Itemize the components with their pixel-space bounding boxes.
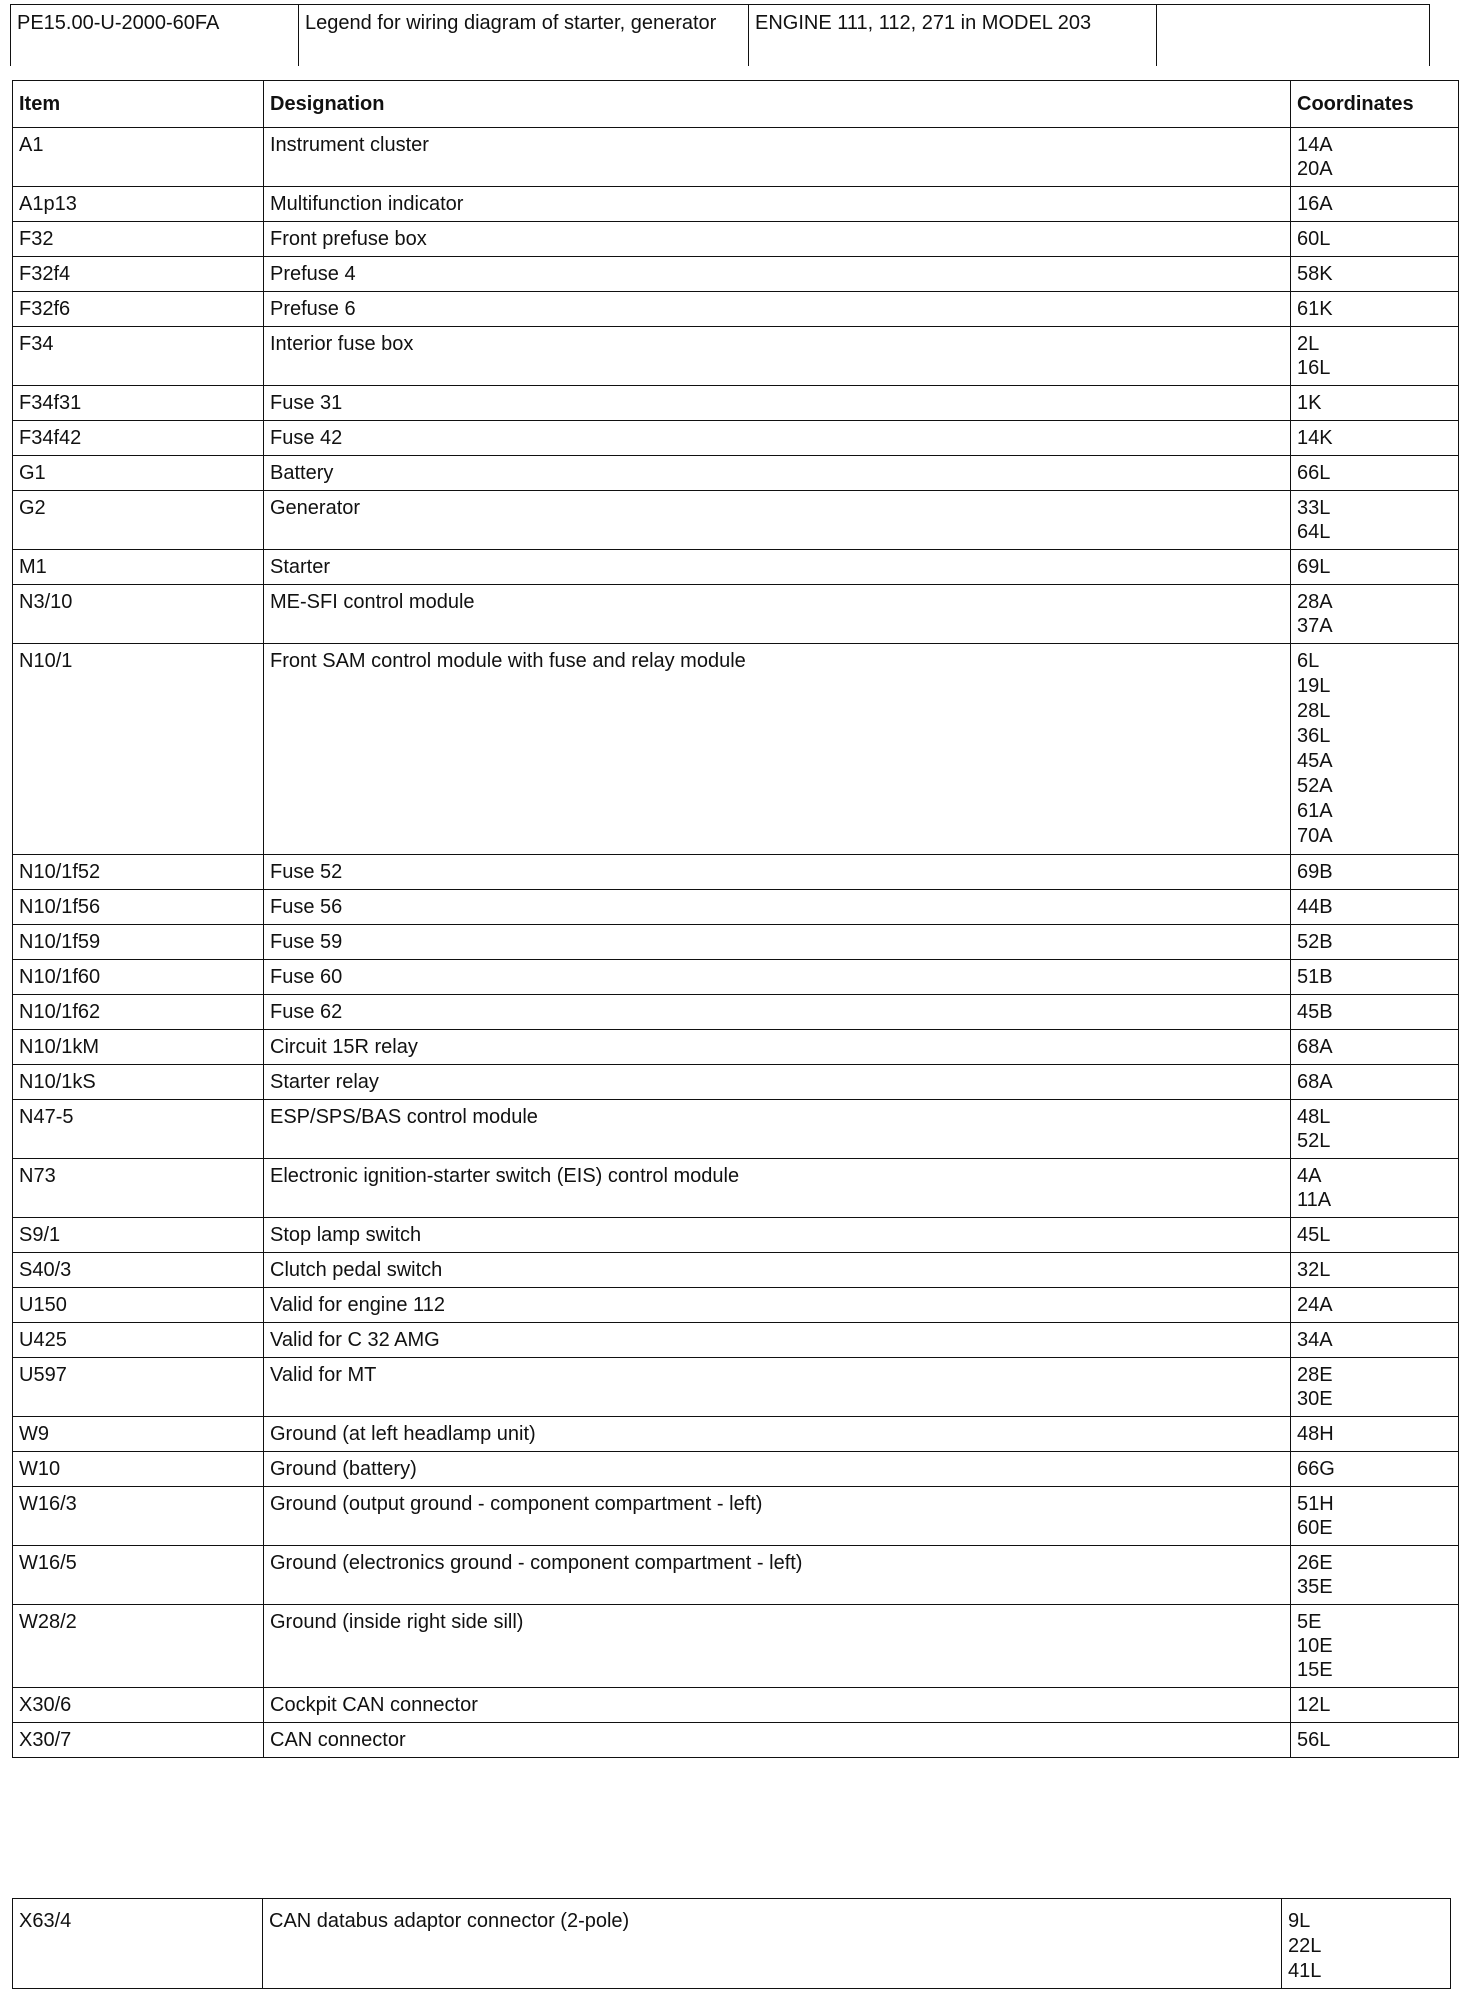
table-row	[13, 1605, 1459, 1688]
coordinate-value: 45A	[1297, 750, 1333, 772]
coordinate-value: 26E	[1297, 1552, 1333, 1574]
item-cell: N73	[13, 1159, 264, 1218]
designation-cell: Cockpit CAN connector	[264, 1688, 1291, 1723]
item-cell: N10/1f56	[13, 890, 264, 925]
coordinate-value: 11A	[1297, 1189, 1332, 1211]
coordinate-value: 41L	[1288, 1960, 1322, 1982]
coordinate-value: 6L	[1297, 650, 1320, 672]
table-row	[13, 491, 1459, 550]
item-cell: X30/6	[13, 1688, 264, 1723]
coordinate-value: 60E	[1297, 1517, 1333, 1539]
coordinate-value: 20A	[1297, 158, 1333, 180]
coordinate-value: 2L	[1297, 333, 1320, 355]
coordinate-value: 61A	[1297, 800, 1333, 822]
table-row	[13, 550, 1459, 585]
designation-cell: CAN databus adaptor connector (2-pole)	[263, 1899, 1282, 1989]
column-header-coordinates: Coordinates	[1291, 81, 1459, 128]
coordinate-value: 35E	[1297, 1576, 1333, 1598]
coordinate-value: 32L	[1297, 1259, 1331, 1281]
designation-cell: Valid for engine 112	[264, 1288, 1291, 1323]
designation-cell: Generator	[264, 491, 1291, 550]
designation-cell: Battery	[264, 456, 1291, 491]
coordinates-cell	[1291, 421, 1459, 456]
designation-cell: Ground (battery)	[264, 1452, 1291, 1487]
table-row	[13, 1487, 1459, 1546]
table-row	[13, 1323, 1459, 1358]
table-row	[13, 1899, 1451, 1989]
designation-cell: Clutch pedal switch	[264, 1253, 1291, 1288]
item-cell: U597	[13, 1358, 264, 1417]
coordinates-cell	[1291, 1605, 1459, 1688]
item-cell: N10/1kM	[13, 1030, 264, 1065]
table-row	[13, 890, 1459, 925]
coordinate-value: 12L	[1297, 1694, 1331, 1716]
item-cell: U150	[13, 1288, 264, 1323]
coordinate-value: 61K	[1297, 298, 1333, 320]
coordinate-value: 51B	[1297, 966, 1333, 988]
table-row	[13, 128, 1459, 187]
coordinate-value: 28E	[1297, 1364, 1333, 1386]
coordinates-cell	[1291, 128, 1459, 187]
coordinates-cell	[1291, 1723, 1459, 1758]
coordinate-value: 28A	[1297, 591, 1333, 613]
table-row	[13, 456, 1459, 491]
document-header	[10, 4, 1430, 66]
coordinates-cell	[1291, 1323, 1459, 1358]
designation-cell: Fuse 60	[264, 960, 1291, 995]
item-cell: W16/5	[13, 1546, 264, 1605]
legend-table	[12, 80, 1459, 1758]
coordinate-value: 5E	[1297, 1611, 1322, 1633]
coordinate-value: 56L	[1297, 1729, 1331, 1751]
coordinate-value: 36L	[1297, 725, 1331, 747]
coordinates-cell	[1291, 1218, 1459, 1253]
coordinates-cell	[1291, 386, 1459, 421]
coordinate-value: 34A	[1297, 1329, 1333, 1351]
designation-cell: Interior fuse box	[264, 327, 1291, 386]
item-cell: G2	[13, 491, 264, 550]
designation-cell: Ground (at left headlamp unit)	[264, 1417, 1291, 1452]
designation-cell: Fuse 59	[264, 925, 1291, 960]
table-row	[13, 585, 1459, 644]
coordinate-value: 69L	[1297, 556, 1331, 578]
item-cell: N10/1f62	[13, 995, 264, 1030]
coordinates-cell	[1291, 644, 1459, 855]
coordinate-value: 30E	[1297, 1388, 1333, 1410]
item-cell: N10/1f60	[13, 960, 264, 995]
column-header-designation: Designation	[264, 81, 1291, 128]
table-row	[13, 1159, 1459, 1218]
coordinate-value: 52A	[1297, 775, 1333, 797]
item-cell: A1p13	[13, 187, 264, 222]
coordinates-cell	[1291, 1288, 1459, 1323]
table-row	[13, 855, 1459, 890]
item-cell: W16/3	[13, 1487, 264, 1546]
legend-table-continued	[12, 1898, 1451, 1989]
designation-cell: Multifunction indicator	[264, 187, 1291, 222]
item-cell: F34	[13, 327, 264, 386]
item-cell: F34f31	[13, 386, 264, 421]
item-cell: A1	[13, 128, 264, 187]
table-row	[13, 925, 1459, 960]
document-id: PE15.00-U-2000-60FA	[10, 4, 298, 66]
coordinate-value: 68A	[1297, 1071, 1333, 1093]
designation-cell: Prefuse 4	[264, 257, 1291, 292]
coordinate-value: 44B	[1297, 896, 1333, 918]
item-cell: X30/7	[13, 1723, 264, 1758]
item-cell: S9/1	[13, 1218, 264, 1253]
table-row	[13, 1065, 1459, 1100]
item-cell: N3/10	[13, 585, 264, 644]
item-cell: N10/1f59	[13, 925, 264, 960]
coordinate-value: 66L	[1297, 462, 1331, 484]
coordinates-cell	[1291, 1065, 1459, 1100]
table-row	[13, 292, 1459, 327]
designation-cell: Electronic ignition-starter switch (EIS) control module	[264, 1159, 1291, 1218]
coordinates-cell	[1291, 456, 1459, 491]
coordinate-value: 48L	[1297, 1106, 1331, 1128]
item-cell: W9	[13, 1417, 264, 1452]
designation-cell: Fuse 52	[264, 855, 1291, 890]
item-cell: U425	[13, 1323, 264, 1358]
coordinates-cell	[1291, 1688, 1459, 1723]
applicability: ENGINE 111, 112, 271 in MODEL 203	[748, 4, 1156, 66]
designation-cell: Fuse 62	[264, 995, 1291, 1030]
coordinate-value: 70A	[1297, 825, 1333, 847]
coordinates-cell	[1291, 1546, 1459, 1605]
header-blank-cell	[1156, 4, 1430, 66]
table-row	[13, 1546, 1459, 1605]
table-row	[13, 960, 1459, 995]
table-row	[13, 1688, 1459, 1723]
coordinate-value: 16A	[1297, 193, 1333, 215]
designation-cell: CAN connector	[264, 1723, 1291, 1758]
table-row	[13, 1288, 1459, 1323]
coordinates-cell	[1291, 257, 1459, 292]
coordinate-value: 33L	[1297, 497, 1331, 519]
item-cell: M1	[13, 550, 264, 585]
coordinates-cell	[1291, 1100, 1459, 1159]
coordinate-value: 15E	[1297, 1659, 1333, 1681]
table-row	[13, 327, 1459, 386]
table-row	[13, 222, 1459, 257]
coordinates-cell	[1291, 1452, 1459, 1487]
item-cell: N10/1kS	[13, 1065, 264, 1100]
coordinate-value: 66G	[1297, 1458, 1335, 1480]
coordinate-value: 16L	[1297, 357, 1331, 379]
designation-cell: Fuse 56	[264, 890, 1291, 925]
item-cell: X63/4	[13, 1899, 263, 1989]
table-row	[13, 1723, 1459, 1758]
coordinate-value: 68A	[1297, 1036, 1333, 1058]
designation-cell: Front SAM control module with fuse and relay module	[264, 644, 1291, 855]
coordinate-value: 14K	[1297, 427, 1333, 449]
coordinates-cell	[1291, 187, 1459, 222]
item-cell: N47-5	[13, 1100, 264, 1159]
item-cell: F32	[13, 222, 264, 257]
coordinate-value: 51H	[1297, 1493, 1334, 1515]
coordinates-cell	[1291, 585, 1459, 644]
designation-cell: ME-SFI control module	[264, 585, 1291, 644]
coordinates-cell	[1282, 1899, 1451, 1989]
coordinate-value: 4A	[1297, 1165, 1322, 1187]
item-cell: F32f6	[13, 292, 264, 327]
table-row	[13, 187, 1459, 222]
item-cell: F34f42	[13, 421, 264, 456]
item-cell: N10/1f52	[13, 855, 264, 890]
designation-cell: Stop lamp switch	[264, 1218, 1291, 1253]
table-row	[13, 421, 1459, 456]
coordinate-value: 48H	[1297, 1423, 1334, 1445]
table-row	[13, 1218, 1459, 1253]
designation-cell: Ground (output ground - component compartment - left)	[264, 1487, 1291, 1546]
coordinates-cell	[1291, 1030, 1459, 1065]
table-row	[13, 1358, 1459, 1417]
coordinates-cell	[1291, 491, 1459, 550]
coordinates-cell	[1291, 960, 1459, 995]
coordinate-value: 60L	[1297, 228, 1331, 250]
designation-cell: Front prefuse box	[264, 222, 1291, 257]
designation-cell: Circuit 15R relay	[264, 1030, 1291, 1065]
coordinate-value: 22L	[1288, 1935, 1322, 1957]
table-row	[13, 1452, 1459, 1487]
table-row	[13, 995, 1459, 1030]
item-cell: W10	[13, 1452, 264, 1487]
designation-cell: Fuse 31	[264, 386, 1291, 421]
coordinates-cell	[1291, 890, 1459, 925]
table-header-row	[13, 81, 1459, 128]
designation-cell: Prefuse 6	[264, 292, 1291, 327]
coordinates-cell	[1291, 995, 1459, 1030]
designation-cell: ESP/SPS/BAS control module	[264, 1100, 1291, 1159]
table-row	[13, 386, 1459, 421]
coordinate-value: 45B	[1297, 1001, 1333, 1023]
coordinate-value: 9L	[1288, 1910, 1311, 1932]
coordinates-cell	[1291, 855, 1459, 890]
coordinate-value: 58K	[1297, 263, 1333, 285]
designation-cell: Instrument cluster	[264, 128, 1291, 187]
coordinate-value: 69B	[1297, 861, 1333, 883]
coordinate-value: 37A	[1297, 615, 1333, 637]
coordinate-value: 14A	[1297, 134, 1333, 156]
table-row	[13, 1030, 1459, 1065]
coordinate-value: 19L	[1297, 675, 1331, 697]
document-title: Legend for wiring diagram of starter, generator	[298, 4, 748, 66]
item-cell: N10/1	[13, 644, 264, 855]
column-header-item: Item	[13, 81, 264, 128]
coordinate-value: 24A	[1297, 1294, 1333, 1316]
designation-cell: Starter	[264, 550, 1291, 585]
coordinate-value: 1K	[1297, 392, 1322, 414]
coordinates-cell	[1291, 327, 1459, 386]
coordinates-cell	[1291, 1487, 1459, 1546]
table-row	[13, 1417, 1459, 1452]
coordinates-cell	[1291, 292, 1459, 327]
item-cell: W28/2	[13, 1605, 264, 1688]
coordinate-value: 52L	[1297, 1130, 1331, 1152]
coordinates-cell	[1291, 1159, 1459, 1218]
item-cell: S40/3	[13, 1253, 264, 1288]
coordinates-cell	[1291, 222, 1459, 257]
table-row	[13, 644, 1459, 855]
coordinates-cell	[1291, 1358, 1459, 1417]
coordinate-value: 10E	[1297, 1635, 1333, 1657]
coordinate-value: 52B	[1297, 931, 1333, 953]
coordinates-cell	[1291, 1417, 1459, 1452]
designation-cell: Ground (electronics ground - component compartment - left)	[264, 1546, 1291, 1605]
coordinate-value: 45L	[1297, 1224, 1331, 1246]
item-cell: G1	[13, 456, 264, 491]
designation-cell: Valid for C 32 AMG	[264, 1323, 1291, 1358]
designation-cell: Starter relay	[264, 1065, 1291, 1100]
item-cell: F32f4	[13, 257, 264, 292]
designation-cell: Fuse 42	[264, 421, 1291, 456]
coordinate-value: 64L	[1297, 521, 1331, 543]
designation-cell: Valid for MT	[264, 1358, 1291, 1417]
coordinates-cell	[1291, 1253, 1459, 1288]
coordinates-cell	[1291, 550, 1459, 585]
coordinates-cell	[1291, 925, 1459, 960]
coordinate-value: 28L	[1297, 700, 1331, 722]
designation-cell: Ground (inside right side sill)	[264, 1605, 1291, 1688]
legend-table-body	[13, 128, 1459, 1758]
table-row	[13, 1253, 1459, 1288]
table-row	[13, 1100, 1459, 1159]
table-row	[13, 257, 1459, 292]
